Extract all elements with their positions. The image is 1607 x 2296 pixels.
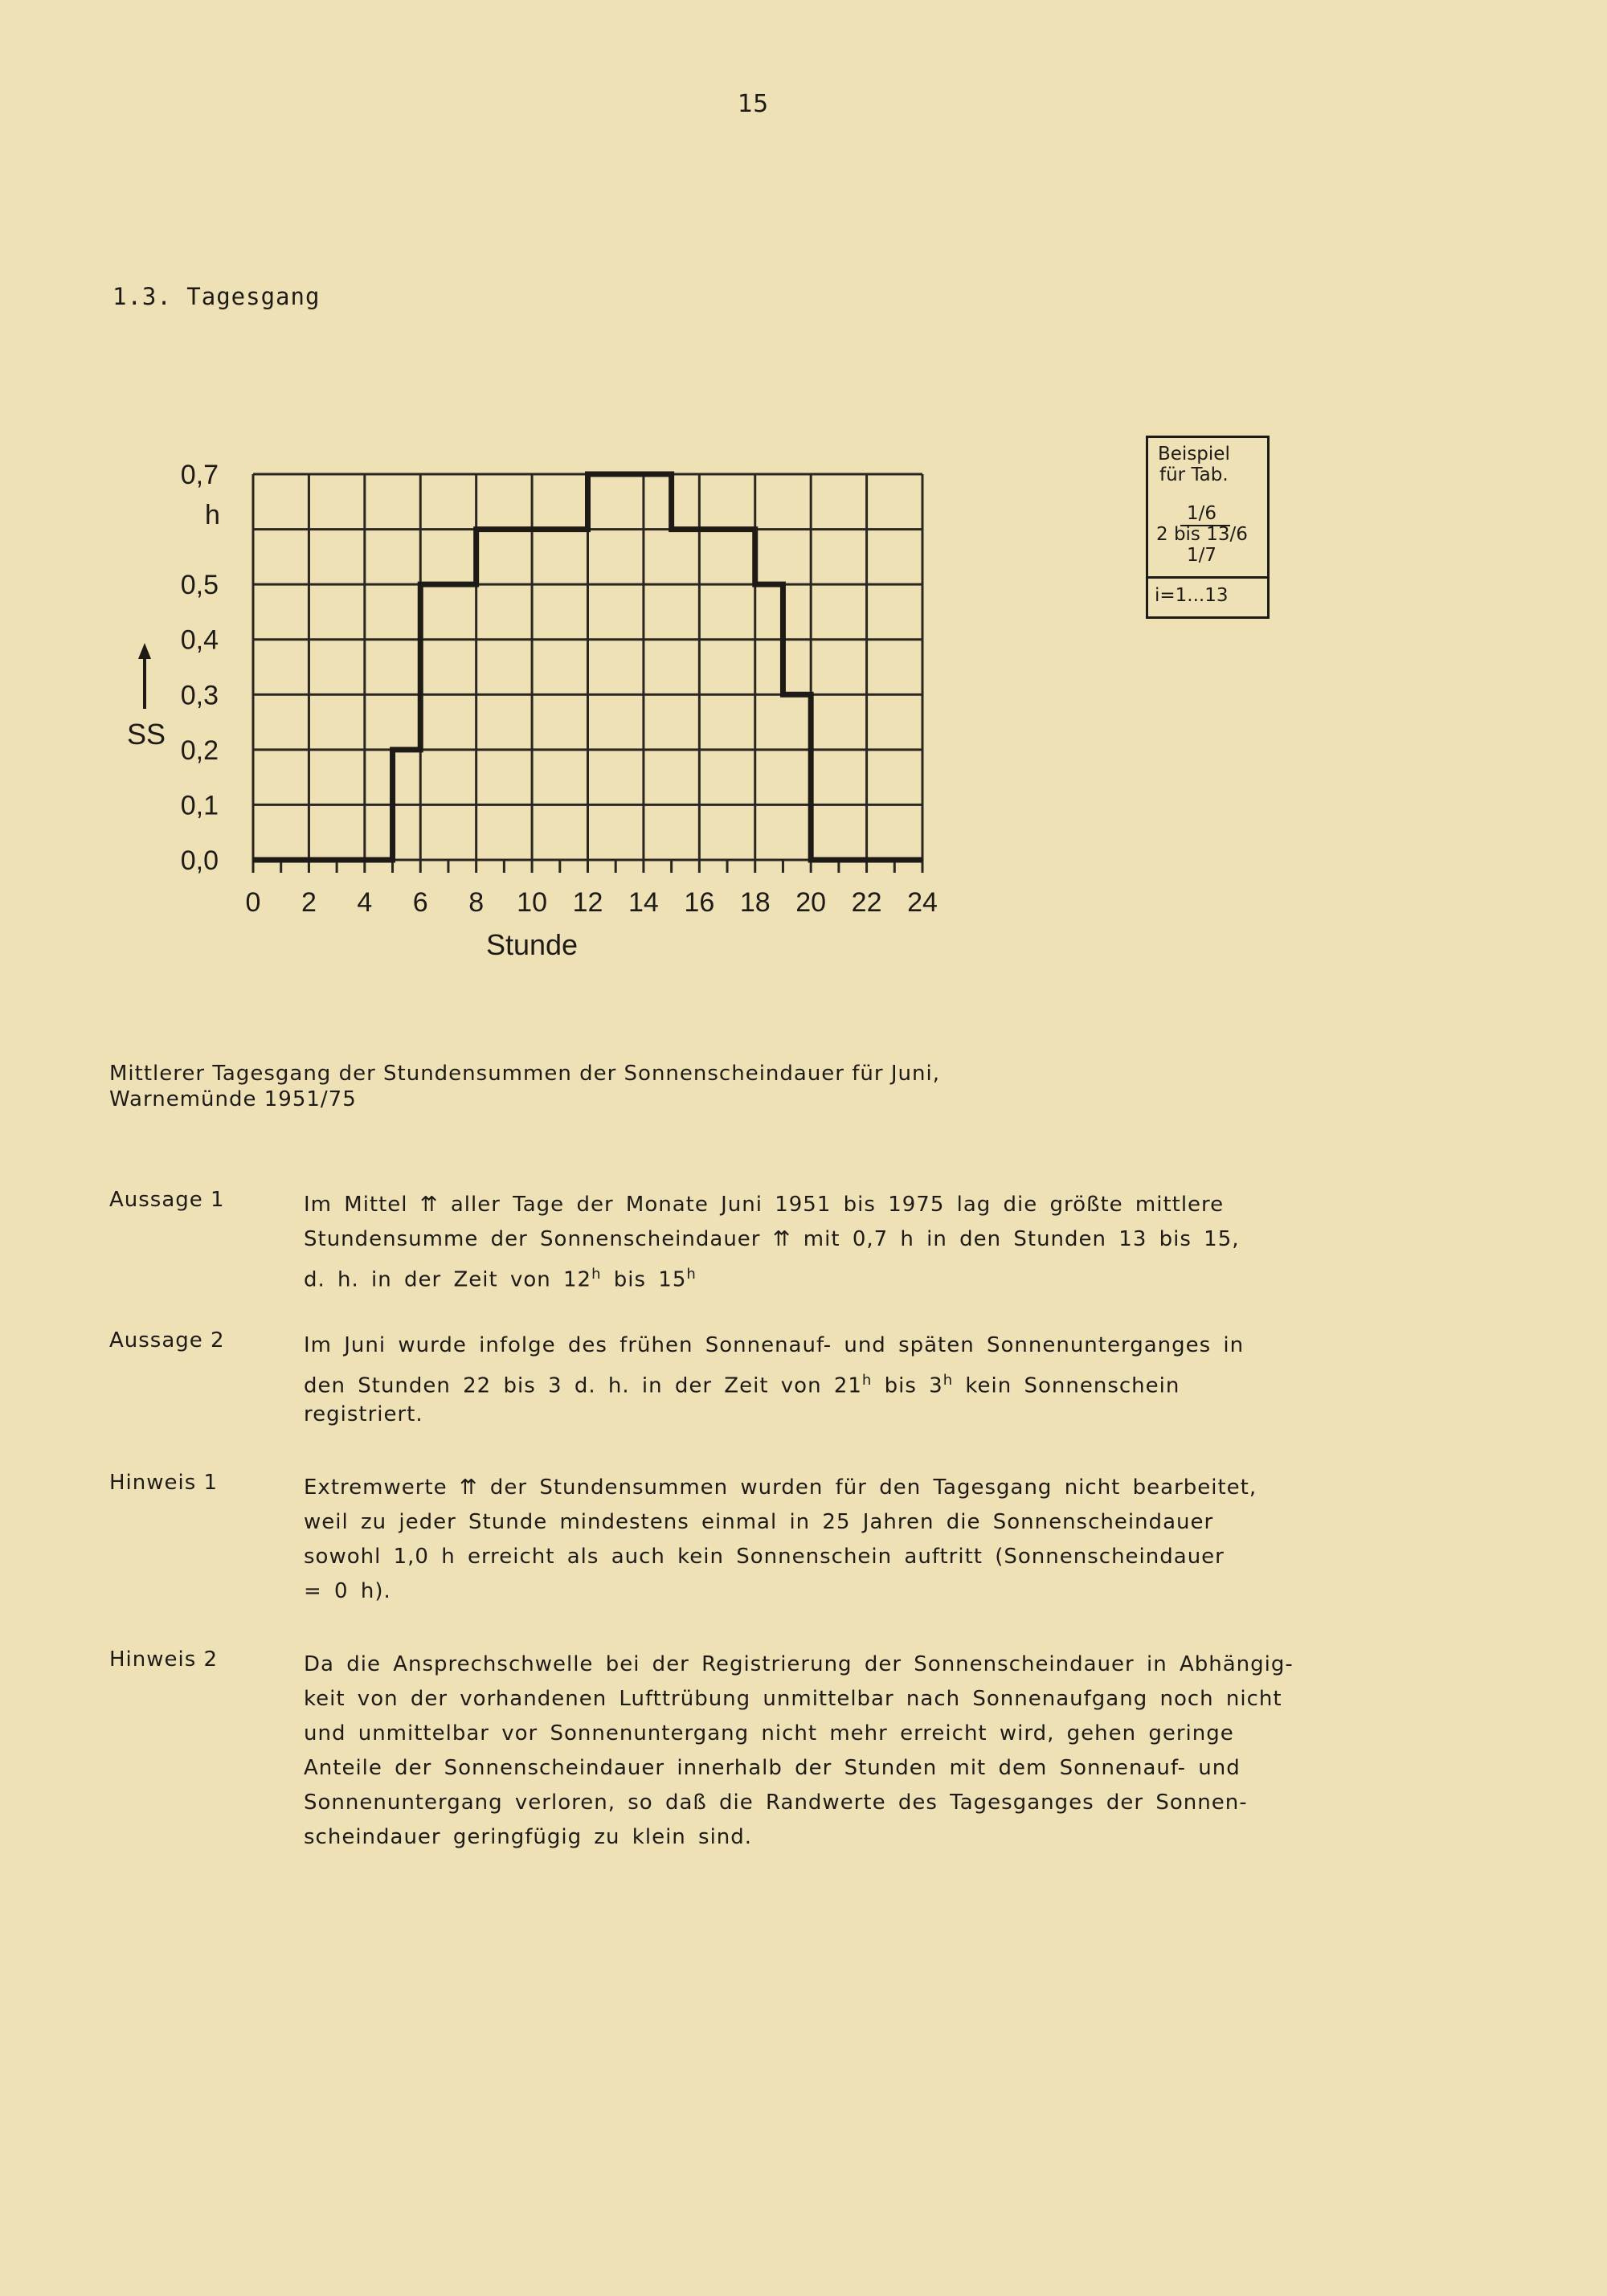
section-title: 1.3. Tagesgang <box>112 283 321 310</box>
x-tick-label: 18 <box>739 887 771 918</box>
figure-caption <box>109 1061 1154 1112</box>
y-tick-label: 0,4 <box>180 624 219 656</box>
caption-line1: Mittlerer Tagesgang der Stundensummen der Sonnenscheindauer für Juni, <box>109 1062 940 1086</box>
x-tick-label: 10 <box>517 887 547 918</box>
y-tick-label: 0,7 <box>180 460 219 490</box>
x-axis-label: Stunde <box>485 928 579 961</box>
x-tick-label: 24 <box>907 887 938 918</box>
example-box <box>1146 436 1270 619</box>
hinweis-1-line2: weil zu jeder Stunde mindestens einmal in 25 Jahren die Sonnenscheindauer <box>304 1510 1214 1534</box>
y-axis-arrow-icon <box>138 643 151 709</box>
hinweis-2-label: Hinweis 2 <box>109 1647 219 1672</box>
x-tick-label: 2 <box>301 887 317 918</box>
example-box-index: i=1...13 <box>1155 585 1229 606</box>
y-tick-label: 0,1 <box>180 790 219 821</box>
hinweis-2-line6: scheindauer geringfügig zu klein sind. <box>304 1825 753 1849</box>
hinweis-1-line4: = 0 h). <box>304 1579 391 1603</box>
x-tick-label: 16 <box>684 887 715 918</box>
hinweis-2-line2: keit von der vorhandenen Lufttrübung unmittelbar nach Sonnenaufgang noch nicht <box>304 1687 1282 1711</box>
caption-line2: Warnemünde 1951/75 <box>109 1087 357 1111</box>
hinweis-2-line5: Sonnenuntergang verloren, so daß die Randwerte des Tagesganges der Sonnen- <box>304 1791 1248 1815</box>
hinweis-2-line4: Anteile der Sonnenscheindauer innerhalb der Stunden mit dem Sonnenauf- und <box>304 1756 1241 1780</box>
x-tick-labels <box>246 887 938 918</box>
aussage-2-line1: Im Juni wurde infolge des frühen Sonnenauf- und späten Sonnenunterganges in <box>304 1333 1245 1357</box>
example-box-range: 2 bis 13/6 <box>1156 524 1248 545</box>
page-number: 15 <box>738 90 769 118</box>
example-box-line1: Beispiel <box>1158 444 1230 465</box>
y-axis-label: SS <box>126 718 166 751</box>
x-tick-label: 6 <box>412 887 428 918</box>
box-divider <box>1148 576 1267 579</box>
x-tick-label: 4 <box>357 887 373 918</box>
x-tick-label: 14 <box>628 887 659 918</box>
y-tick-label: 0,2 <box>180 735 219 766</box>
y-tick-label: 0,0 <box>180 845 219 876</box>
example-box-denominator: 1/7 <box>1187 545 1217 566</box>
aussage-1-line3: d. h. in der Zeit von 12$^h$ bis 15$^h$ <box>304 1266 697 1292</box>
hinweis-2-line1: Da die Ansprechschwelle bei der Registrierung der Sonnenscheindauer in Abhängig- <box>304 1652 1294 1676</box>
x-tick-label: 20 <box>795 887 827 918</box>
y-tick-label: 0,3 <box>180 680 219 711</box>
aussage-2-line3: registriert. <box>304 1402 423 1426</box>
hinweis-1-line1: Extremwerte ⇈ der Stundensummen wurden für den Tagesgang nicht bearbeitet, <box>304 1475 1257 1500</box>
aussage-1-line1: Im Mittel ⇈ aller Tage der Monate Juni 1951 bis 1975 lag die größte mittlere <box>304 1193 1225 1217</box>
aussage-1-label: Aussage 1 <box>109 1188 225 1212</box>
x-tick-label: 12 <box>572 887 603 918</box>
hinweis-1-line3: sowohl 1,0 h erreicht als auch kein Sonnenschein auftritt (Sonnenscheindauer <box>304 1545 1225 1569</box>
y-unit-label: h <box>205 500 220 530</box>
x-tick-label: 8 <box>468 887 485 918</box>
example-box-numerator: 1/6 <box>1187 503 1217 524</box>
aussage-2-line2: den Stunden 22 bis 3 d. h. in der Zeit von 21$^h$ bis 3$^h$ kein Sonnenschein <box>304 1372 1180 1398</box>
y-tick-label: 0,5 <box>180 570 219 601</box>
x-tick-label: 0 <box>245 887 261 918</box>
sunshine-daily-course-chart <box>80 418 964 980</box>
example-box-line2: für Tab. <box>1159 465 1229 485</box>
hinweis-2-line3: und unmittelbar vor Sonnenuntergang nicht mehr erreicht wird, gehen geringe <box>304 1721 1234 1746</box>
hinweis-1-label: Hinweis 1 <box>109 1471 219 1495</box>
aussage-2-label: Aussage 2 <box>109 1328 225 1353</box>
aussage-1-line2: Stundensumme der Sonnenscheindauer ⇈ mit 0,7 h in den Stunden 13 bis 15, <box>304 1227 1240 1251</box>
x-tick-label: 22 <box>851 887 882 918</box>
